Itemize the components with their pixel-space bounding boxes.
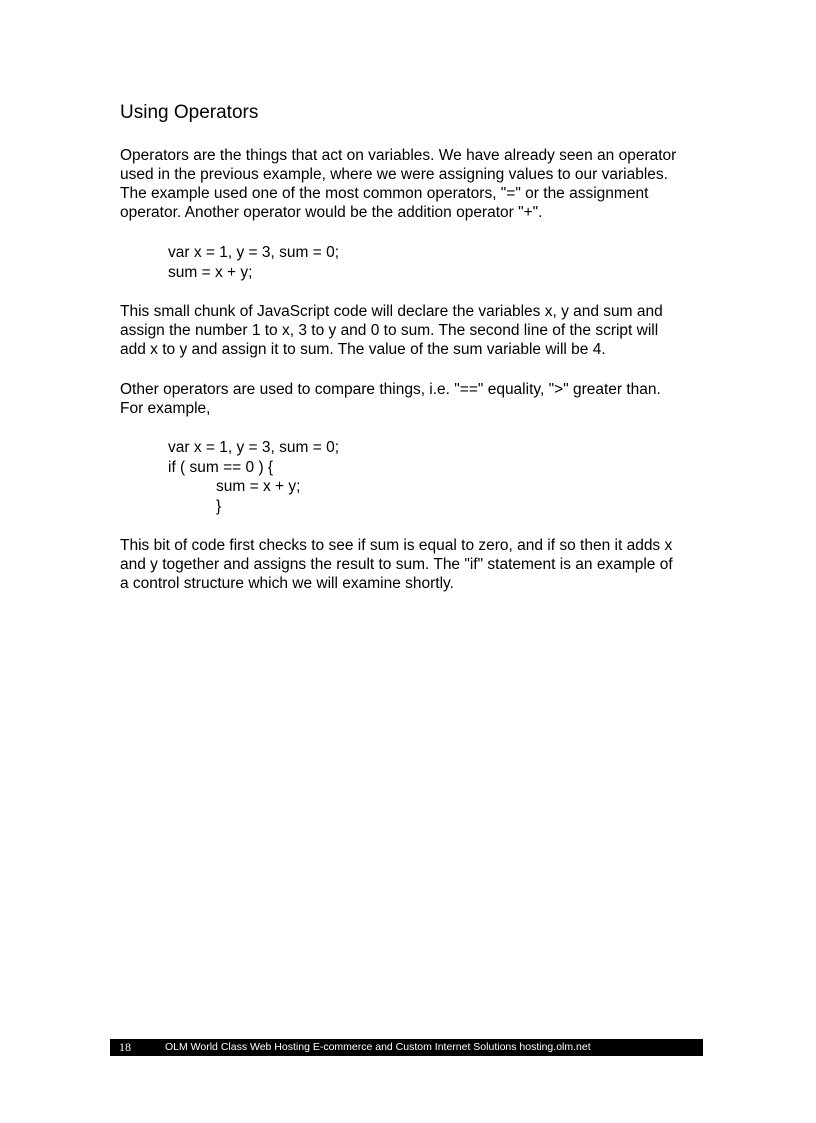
- text-line: operator. Another operator would be the addition operator "+".: [120, 204, 543, 221]
- text-line: This bit of code first checks to see if sum is equal to zero, and if so then it adds x: [120, 537, 673, 554]
- page-footer: [110, 1039, 703, 1056]
- paragraph-code-explanation: [120, 302, 720, 359]
- text-line: For example,: [120, 400, 211, 417]
- page-number: 18: [119, 1040, 131, 1054]
- paragraph-if-explanation: [120, 536, 720, 593]
- code-line: var x = 1, y = 3, sum = 0;: [168, 244, 340, 261]
- text-line: The example used one of the most common operators, "=" or the assignment: [120, 185, 649, 202]
- text-line: Other operators are used to compare things, i.e. "==" equality, ">" greater than.: [120, 381, 661, 398]
- text-line: a control structure which we will examine shortly.: [120, 575, 454, 592]
- code-example-2: [168, 438, 339, 516]
- code-line: if ( sum == 0 ) {: [168, 458, 274, 476]
- text-line: This small chunk of JavaScript code will declare the variables x, y and sum and: [120, 303, 663, 320]
- text-line: add x to y and assign it to sum. The value of the sum variable will be 4.: [120, 341, 606, 358]
- page-title: Using Operators: [120, 102, 259, 123]
- paragraph-operators-intro: [120, 146, 720, 222]
- text-line: used in the previous example, where we were assigning values to our variables.: [120, 166, 668, 183]
- text-line: Operators are the things that act on variables. We have already seen an operator: [120, 147, 677, 164]
- code-line: sum = x + y;: [168, 263, 253, 281]
- text-line: and y together and assigns the result to sum. The "if" statement is an example of: [120, 556, 673, 573]
- paragraph-comparison-operators: [120, 380, 720, 418]
- footer-text: OLM World Class Web Hosting E-commerce and Custom Internet Solutions hosting.olm.net: [165, 1041, 591, 1053]
- code-line: sum = x + y;: [216, 478, 301, 495]
- code-example-1: [168, 243, 339, 282]
- code-line: var x = 1, y = 3, sum = 0;: [168, 439, 340, 456]
- text-line: assign the number 1 to x, 3 to y and 0 to sum. The second line of the script will: [120, 322, 659, 339]
- code-line: }: [216, 497, 222, 515]
